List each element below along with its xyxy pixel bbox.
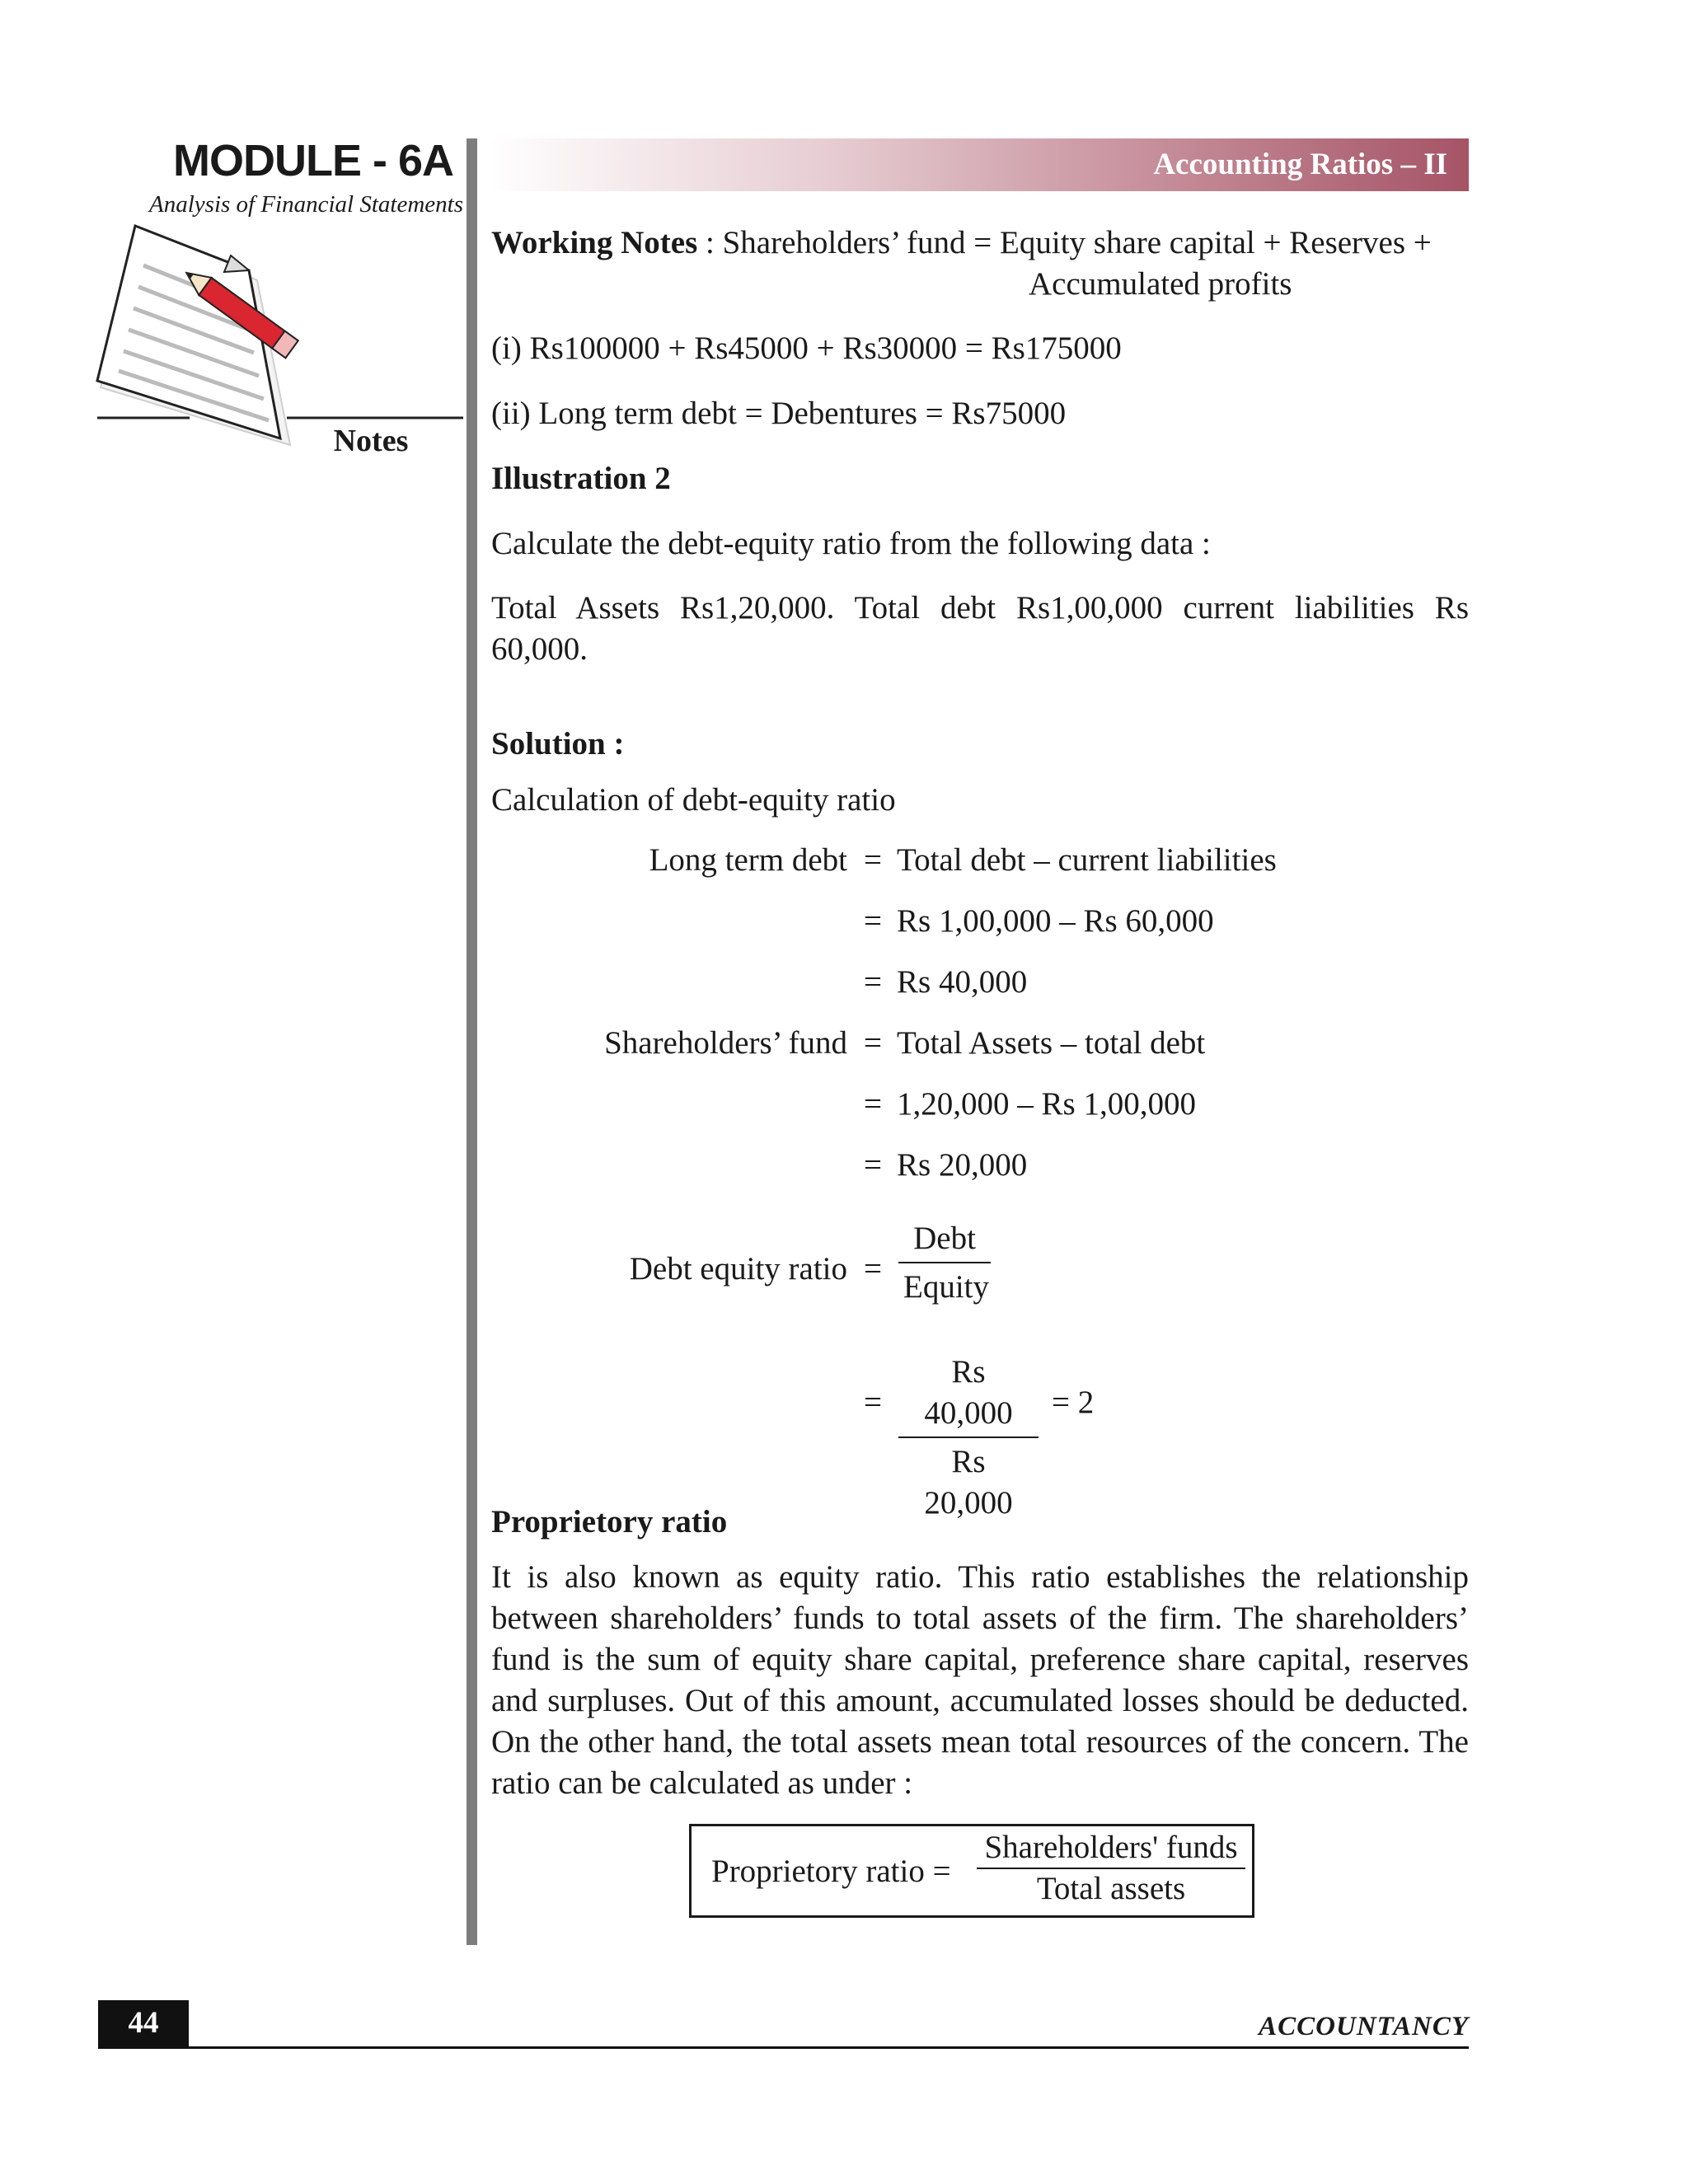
sf-step-2: 1,20,000 – Rs 1,00,000 [897,1086,1196,1122]
formula-fraction [977,1830,1245,1907]
der-denominator: Equity [903,1269,989,1305]
ltd-step-1: Total debt – current liabilities [897,842,1277,878]
equals-sign: = [864,1025,882,1061]
proprietory-paragraph: It is also known as equity ratio. This ratio establishes the relationship between shareholders’ funds to total assets of the firm. The shareholders’ fund is the sum of equity share capital, preference share capital, reserves and surpluses. Out of this amount, accumulated losses should be deducted. On the other hand, the total assets mean total resources of the concern. The ratio can be calculated as under : [491,1559,1469,1801]
solution-heading: Solution : [491,726,625,762]
working-notes-item-i: (i) Rs100000 + Rs45000 + Rs30000 = Rs175000 [491,330,1122,366]
module-subtitle: Analysis of Financial Statements [149,191,463,218]
solution-intro: Calculation of debt-equity ratio [491,782,896,818]
ltd-step-2: Rs 1,00,000 – Rs 60,000 [897,903,1214,939]
proprietory-formula-box [689,1824,1254,1918]
sf-label: Shareholders’ fund [604,1025,847,1061]
illustration-question: Calculate the debt-equity ratio from the following data : [491,526,1211,561]
working-notes-line-1 [491,223,1432,264]
calc-numerator: Rs 40,000 [924,1354,1013,1431]
formula-denominator: Total assets [1036,1871,1186,1906]
working-notes-label: Working Notes [491,225,698,260]
ltd-step-3: Rs 40,000 [897,964,1028,1000]
illustration-data: Total Assets Rs1,20,000. Total debt Rs1,00,000 current liabilities Rs 60,000. [491,590,1469,667]
module-title: MODULE - 6A [173,136,453,185]
formula-numerator: Shareholders' funds [984,1830,1238,1865]
fraction-bar [898,1436,1039,1438]
calc-result: = 2 [1052,1385,1095,1420]
margin-divider [467,138,477,1945]
notes-label: Notes [333,424,409,458]
equals-sign: = [864,842,882,878]
fraction-bar [898,1262,991,1263]
page-number: 44 [98,2000,189,2046]
calc-denominator: Rs 20,000 [924,1444,1013,1521]
fraction-bar [977,1868,1245,1869]
footer-subject: ACCOUNTANCY [1259,2012,1469,2041]
ltd-label: Long term debt [649,842,847,878]
working-notes-formula: : Shareholders’ fund = Equity share capital + Reserves + [706,225,1432,260]
equals-sign: = [864,903,882,939]
equals-sign: = [864,964,882,1000]
der-fraction [898,1218,991,1308]
working-notes-line-2: Accumulated profits [1029,266,1292,302]
equals-sign: = [864,1147,882,1183]
der-label: Debt equity ratio [629,1251,847,1286]
illustration-heading: Illustration 2 [491,461,671,496]
chapter-header [488,138,1469,191]
proprietory-heading: Proprietory ratio [491,1504,728,1540]
calc-fraction [898,1352,1039,1524]
equals-sign: = [864,1086,882,1122]
chapter-title: Accounting Ratios – II [1153,148,1447,181]
formula-label: Proprietory ratio = [711,1854,951,1889]
working-notes-item-ii: (ii) Long term debt = Debentures = Rs75000 [491,396,1067,431]
equals-sign: = [864,1385,882,1420]
der-numerator: Debt [913,1221,976,1256]
sf-step-1: Total Assets – total debt [897,1025,1206,1061]
equals-sign: = [864,1251,882,1286]
sf-step-3: Rs 20,000 [897,1147,1028,1183]
footer-rule [98,2046,1469,2049]
